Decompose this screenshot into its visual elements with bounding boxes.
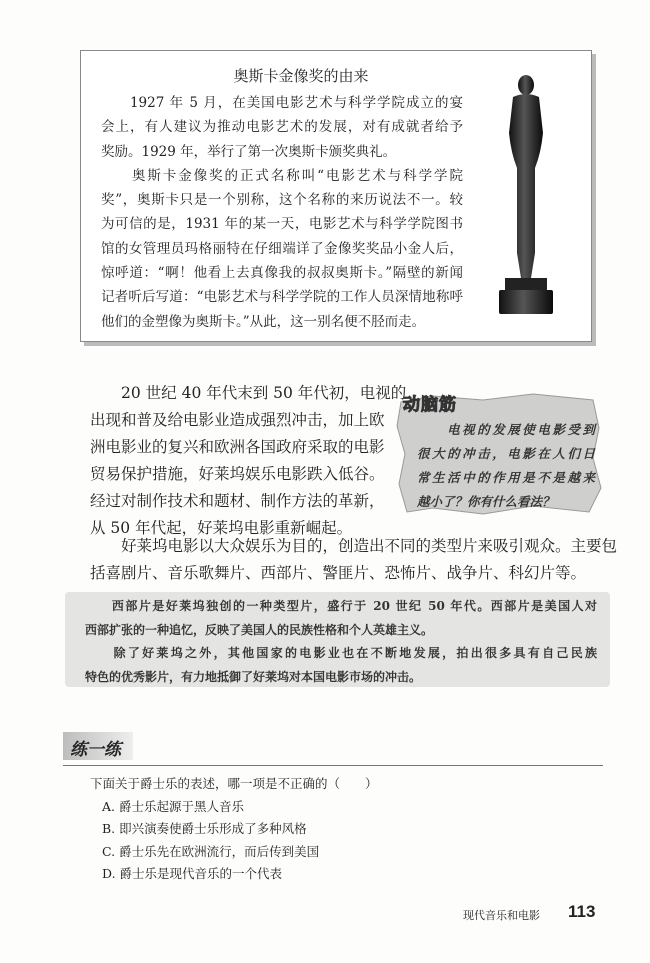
option-d: D. 爵士乐是现代音乐的一个代表 — [102, 866, 283, 881]
question-text: 下面关于爵士乐的表述，哪一项是不正确的（ ） — [90, 776, 378, 791]
text-line: 经过对制作技术和题材、制作方法的革新， — [90, 492, 385, 510]
main-paragraph-1 — [90, 380, 407, 542]
page-number: 113 — [568, 902, 596, 921]
box-line: 他们的金塑像为奥斯卡。”从此，这一别名便不胫而走。 — [101, 313, 426, 330]
box-line: 为可信的是，1931 年的某一天，电影艺术与科学学院图书 — [101, 216, 463, 233]
text-line: 很大的冲击，电影在人们日 — [417, 446, 595, 461]
box-line: 奖励。1929 年，举行了第一次奥斯卡颁奖典礼。 — [101, 143, 397, 160]
chapter-label: 现代音乐和电影 — [463, 909, 540, 922]
oscar-statue-image — [491, 73, 561, 318]
box-line: 1927 年 5 月，在美国电影艺术与科学学院成立的宴 — [101, 95, 463, 111]
box-line: 记者听后写道：“电影艺术与科学学院的工作人员深情地称呼 — [101, 289, 463, 306]
divider — [63, 765, 603, 766]
option-a: A. 爵士乐起源于黑人音乐 — [102, 798, 244, 814]
text-line: 除了好莱坞之外，其他国家的电影业也在不断地发展，拍出很多具有自己民族 — [85, 646, 597, 660]
box-line: 惊呼道：“啊！他看上去真像我的叔叔奥斯卡。”隔壁的新闻 — [101, 265, 463, 282]
main-paragraph-2 — [90, 533, 618, 587]
box-line: 奖”，奥斯卡只是一个别称，这个名称的来历说法不一。较 — [101, 192, 463, 209]
western-film-note — [65, 592, 610, 687]
text-line: 西部扩张的一种追忆，反映了美国人的民族性格和个人英雄主义。 — [85, 622, 434, 637]
oscar-origin-box — [80, 50, 592, 342]
text-line: 括喜剧片、音乐歌舞片、西部片、警匪片、恐怖片、战争片、科幻片等。 — [90, 564, 587, 582]
text-line: 好莱坞电影以大众娱乐为目的，创造出不同的类型片来吸引观众。主要包 — [90, 537, 618, 555]
think-callout — [393, 388, 605, 516]
text-line: 西部片是好莱坞独创的一种类型片，盛行于 20 世纪 50 年代。西部片是美国人对 — [85, 599, 597, 613]
option-b: B. 即兴演奏使爵士乐形成了多种风格 — [102, 821, 307, 836]
text-line: 特色的优秀影片，有力地抵御了好莱坞对本国电影市场的冲击。 — [85, 669, 422, 684]
text-line: 电视的发展使电影受到 — [417, 422, 595, 437]
exercise-title: 练一练 — [70, 740, 121, 760]
text-line: 常生活中的作用是不是越来 — [417, 470, 595, 485]
box-line: 会上，有人建议为推动电影艺术的发展，对有成就者给予 — [101, 119, 463, 136]
text-line: 20 世纪 40 年代末到 50 年代初，电视的 — [90, 384, 407, 402]
box-line: 馆的女管理员玛格丽特在仔细端详了金像奖奖品小金人后， — [101, 240, 463, 257]
text-line: 洲电影业的复兴和欧洲各国政府采取的电影 — [90, 438, 385, 456]
box-body — [101, 91, 463, 334]
option-c: C. 爵士乐先在欧洲流行，而后传到美国 — [102, 843, 320, 859]
callout-text — [417, 418, 595, 514]
text-line: 越小了？你有什么看法？ — [417, 494, 555, 509]
box-line: 奥斯卡金像奖的正式名称叫“电影艺术与科学学院 — [101, 167, 463, 184]
text-line: 从 50 年代起，好莱坞电影重新崛起。 — [90, 519, 353, 537]
callout-title: 动脑筋 — [403, 395, 457, 415]
text-line: 出现和普及给电影业造成强烈冲击，加上欧 — [90, 411, 385, 429]
exercise-question — [90, 773, 378, 886]
text-line: 贸易保护措施，好莱坞娱乐电影跌入低谷。 — [90, 465, 385, 483]
box-title: 奥斯卡金像奖的由来 — [233, 67, 369, 85]
